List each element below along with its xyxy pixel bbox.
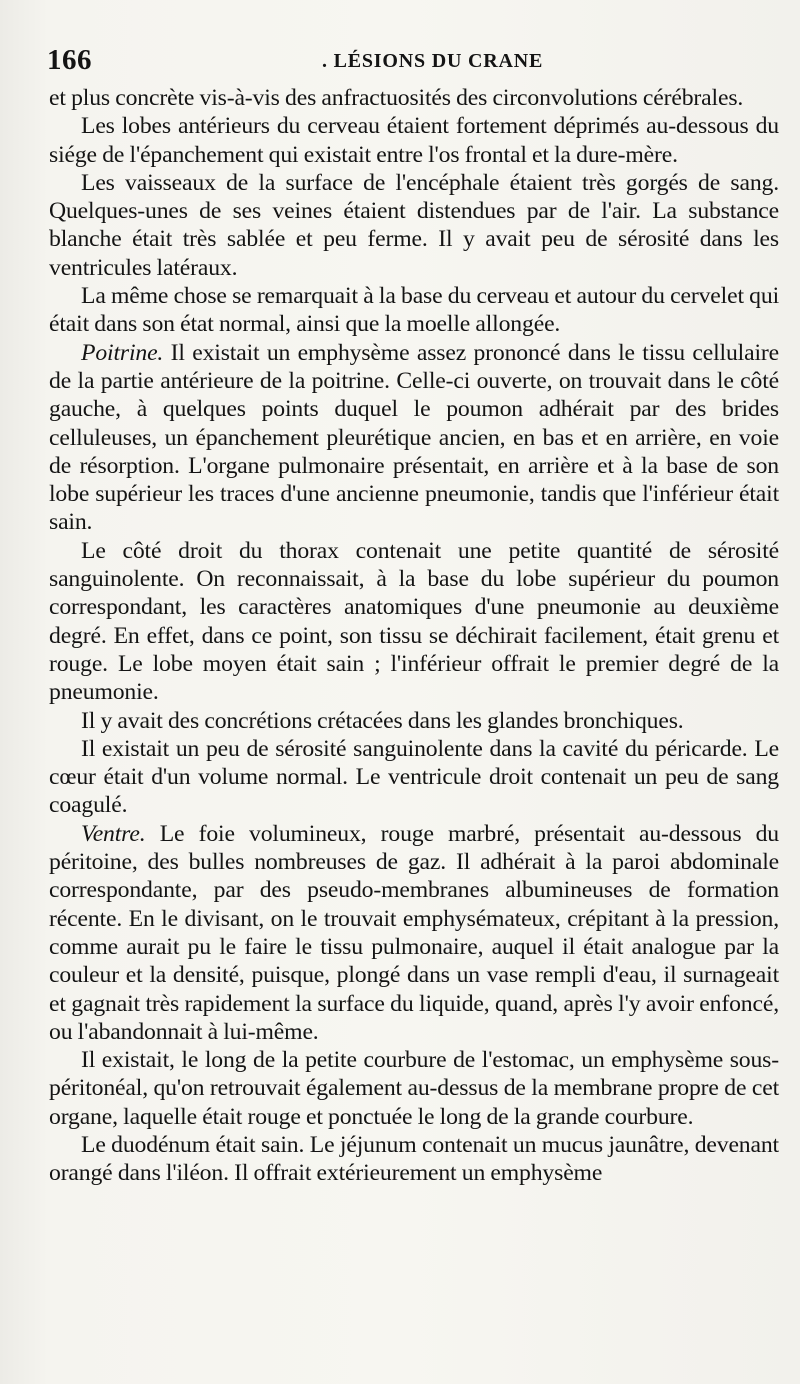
paragraph: [49, 84, 779, 112]
running-head: [47, 44, 780, 78]
page-number: 166: [47, 44, 92, 76]
paragraph: [49, 169, 779, 282]
paragraph: [49, 735, 779, 820]
paragraph: [49, 112, 779, 169]
paragraph: [49, 537, 779, 707]
paragraph: [49, 707, 779, 735]
paragraph: [49, 820, 779, 1046]
paragraph-text: Il existait un peu de sérosité sanguinolente dans la cavité du péricarde. Le cœur était d'un volume normal. Le ventricule droit contenait un peu de sang coagulé.: [49, 735, 779, 819]
paragraph: [49, 1131, 779, 1188]
paragraph-text: La même chose se remarquait à la base du cerveau et autour du cervelet qui était dans son état normal, ainsi que la moelle allongée.: [49, 283, 779, 338]
paragraph: [49, 1046, 779, 1131]
running-title: . LÉSIONS DU CRANE: [322, 50, 544, 72]
paragraph: [49, 282, 779, 339]
paragraph-text: Il existait, le long de la petite courbure de l'estomac, un emphysème sous-péritonéal, qu'on retrouvait également au-dessus de la membrane propre de cet organe, laquelle était rouge et ponctuée le long de la grande courbure.: [49, 1047, 779, 1130]
paragraph-text: Il y avait des concrétions crétacées dans les glandes bronchiques.: [81, 707, 684, 734]
body-text: [49, 84, 779, 1188]
paragraph: [49, 339, 779, 537]
paragraph-text: Les vaisseaux de la surface de l'encéphale étaient très gorgés de sang. Quelques-unes de ses veines étaient distendues par de l'air. La substance blanche était très sablée et peu ferme. Il y avait peu de sérosité dans les ventricules latéraux.: [49, 169, 779, 281]
paragraph-text: Les lobes antérieurs du cerveau étaient fortement déprimés au-dessous du siége de l'épanchement qui existait entre l'os frontal et la dure-mère.: [49, 113, 779, 168]
paragraph-text: et plus concrète vis-à-vis des anfractuosités des circonvolutions cérébrales.: [49, 85, 744, 111]
section-lead-ventre: Ventre.: [81, 820, 146, 847]
paragraph-text: Le côté droit du thorax contenait une petite quantité de sérosité sanguinolente. On reconnaissait, à la base du lobe supérieur du poumon correspondant, les caractères anatomiques d'une pneumonie au deuxième degré. En effet, dans ce point, son tissu se déchirait facilement, était grenu et rouge. Le lobe moyen était sain ; l'inférieur offrait le premier degré de la pneumonie.: [49, 537, 779, 706]
paragraph-text: Le duodénum était sain. Le jéjunum contenait un mucus jaunâtre, devenant orangé dans l'iléon. Il offrait extérieurement un emphysème: [49, 1131, 779, 1187]
section-lead-poitrine: Poitrine.: [81, 339, 164, 366]
paragraph-text: Il existait un emphysème assez prononcé dans le tissu cellulaire de la partie antérieure de la poitrine. Celle-ci ouverte, on trouvait dans le côté gauche, à quelques points duquel le poumon adhérait par des brides celluleuses, un épanchement pleurétique ancien, en bas et en arrière, en voie de résorption. L'organe pulmonaire présentait, en arrière et à la base de son lobe supérieur les traces d'une ancienne pneumonie, tandis que l'inférieur était sain.: [49, 339, 779, 536]
paragraph-text: Le foie volumineux, rouge marbré, présentait au-dessous du péritoine, des bulles nombreuses de gaz. Il adhérait à la paroi abdominale correspondante, par des pseudo-membranes albumineuses de formation récente. En le divisant, on le trouvait emphysémateux, crépitant à la pression, comme aurait pu le faire le tissu pulmonaire, auquel il était analogue par la couleur et la densité, puisque, plongé dans un vase rempli d'eau, il surnageait et gagnait très rapidement la surface du liquide, quand, après l'y avoir enfoncé, ou l'abandonnait à lui-même.: [49, 820, 779, 1045]
